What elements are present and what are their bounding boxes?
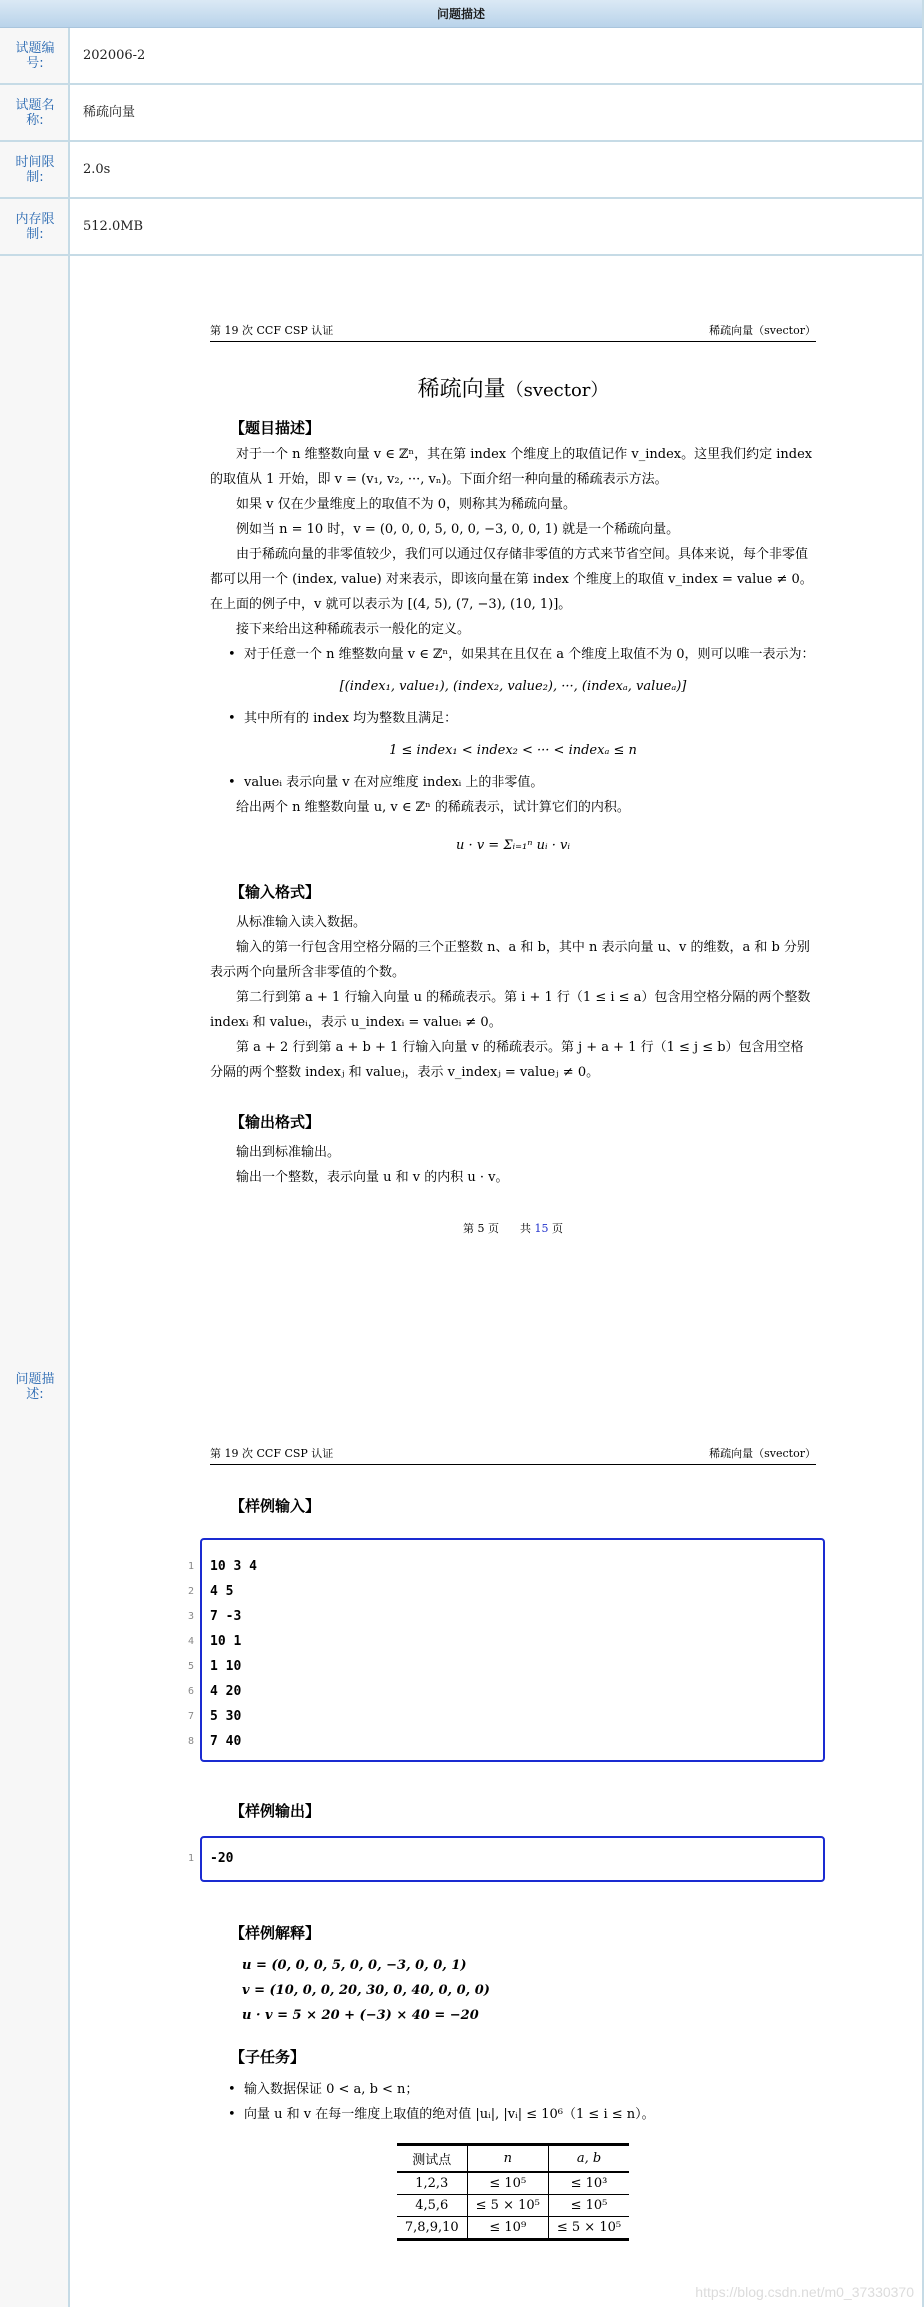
paragraph: 第二行到第 a + 1 行输入向量 u 的稀疏表示。第 i + 1 行（1 ≤ i ≤ a）包含用空格分隔的两个整数 indexᵢ 和 valueᵢ，表示 u_indexᵢ = valueᵢ ≠ 0。 <box>210 990 811 1030</box>
code-line: 4 10 1 <box>187 1634 242 1649</box>
table-row: 4,5,6 ≤ 5 × 10⁵ ≤ 10⁵ <box>397 2195 629 2217</box>
table-header: 测试点 <box>397 2145 467 2173</box>
table-row: 7,8,9,10 ≤ 10⁹ ≤ 5 × 10⁵ <box>397 2217 629 2240</box>
paragraph: 输入的第一行包含用空格分隔的三个正整数 n、a 和 b，其中 n 表示向量 u、v 的维数，a 和 b 分别表示两个向量所含非零值的个数。 <box>210 940 810 980</box>
page-header <box>210 322 816 342</box>
page-header-right: 稀疏向量（svector） <box>709 1447 816 1460</box>
paragraph: 如果 v 仅在少量维度上的取值不为 0，则称其为稀疏向量。 <box>236 497 577 512</box>
code-line: 1 10 3 4 <box>187 1559 257 1574</box>
total-pages-link[interactable]: 15 <box>534 1222 549 1235</box>
info-label: 时间限制: <box>15 154 55 185</box>
bullet-item: • 输入数据保证 0 < a, b < n； <box>210 2077 816 2102</box>
section-header: 问题描述 <box>0 0 922 28</box>
page-header-left: 第 19 次 CCF CSP 认证 <box>210 1447 334 1460</box>
explain-line: u = (0, 0, 0, 5, 0, 0, −3, 0, 0, 1) <box>242 1958 467 1973</box>
info-label: 内存限制: <box>15 211 55 242</box>
table-row: 1,2,3 ≤ 10⁵ ≤ 10³ <box>397 2172 629 2195</box>
code-line: 1 -20 <box>187 1851 234 1866</box>
code-line: 5 1 10 <box>187 1659 242 1674</box>
sample-output-heading-wrap <box>210 1800 816 1821</box>
paragraph: 输出到标准输出。 <box>236 1145 341 1160</box>
paragraph: 由于稀疏向量的非零值较少，我们可以通过仅存储非零值的方式来节省空间。具体来说，每个非零值都可以用一个 (index, value) 对来表示，即该向量在第 index 个维度上的取值 v_index = value ≠ 0。在上面的例子中，v 就可以表示为 [(4, 5), (7, −3), (10, 1)]。 <box>210 547 813 612</box>
equation: 1 ≤ index₁ < index₂ < ··· < indexₐ ≤ n <box>389 743 637 758</box>
section-sample-explain: 【样例解释】 <box>230 1924 321 1942</box>
paragraph: 例如当 n = 10 时，v = (0, 0, 0, 5, 0, 0, −3, 0, 0, 1) 就是一个稀疏向量。 <box>236 522 680 537</box>
code-line: 2 4 5 <box>187 1584 234 1599</box>
bullet-item: • 其中所有的 index 均为整数且满足： <box>210 706 816 731</box>
paragraph: 给出两个 n 维整数向量 u, v ∈ ℤⁿ 的稀疏表示，试计算它们的内积。 <box>236 800 630 815</box>
page-number: 第 5 页 共 15 页 <box>463 1222 563 1235</box>
bullet-item: • valueᵢ 表示向量 v 在对应维度 indexᵢ 上的非零值。 <box>210 770 816 795</box>
explain-line: u · v = 5 × 20 + (−3) × 40 = −20 <box>242 2008 479 2023</box>
info-value: 稀疏向量 <box>83 105 136 120</box>
info-value: 2.0s <box>83 162 111 177</box>
page-header-right: 稀疏向量（svector） <box>709 324 816 337</box>
equation: u · v = Σᵢ₌₁ⁿ uᵢ · vᵢ <box>456 838 570 853</box>
pdf-page-1 <box>210 322 816 1236</box>
bullet-item: • 向量 u 和 v 在每一维度上取值的绝对值 |uᵢ|, |vᵢ| ≤ 10⁶（1 ≤ i ≤ n）。 <box>210 2102 816 2127</box>
paragraph: 接下来给出这种稀疏表示一般化的定义。 <box>236 622 471 637</box>
info-label: 试题名称: <box>15 97 55 128</box>
info-value: 202006-2 <box>83 48 146 63</box>
info-row-time <box>0 142 922 199</box>
equation: [(index₁, value₁), (index₂, value₂), ···, (indexₐ, valueₐ)] <box>339 679 687 694</box>
label-column <box>0 28 70 2307</box>
code-line: 7 5 30 <box>187 1709 242 1724</box>
sample-output-box[interactable] <box>187 1836 825 1882</box>
info-row-memory <box>0 199 922 256</box>
explain-line: v = (10, 0, 0, 20, 30, 0, 40, 0, 0, 0) <box>242 1983 490 1998</box>
info-row-id <box>0 28 922 85</box>
code-line: 6 4 20 <box>187 1684 242 1699</box>
paragraph: 从标准输入读入数据。 <box>236 915 367 930</box>
subtask-table <box>397 2143 629 2241</box>
paragraph: 输出一个整数，表示向量 u 和 v 的内积 u · v。 <box>236 1170 509 1185</box>
code-line: 3 7 -3 <box>187 1609 242 1624</box>
description-label: 问题描述: <box>15 1372 55 1402</box>
paragraph: 对于一个 n 维整数向量 v ∈ ℤⁿ，其在第 index 个维度上的取值记作 v_index。这里我们约定 index 的取值从 1 开始，即 v = (v₁, v₂, ···, vₙ)。下面介绍一种向量的稀疏表示方法。 <box>210 447 813 487</box>
bullet-item: • 对于任意一个 n 维整数向量 v ∈ ℤⁿ，如果其在且仅在 a 个维度上取值不为 0，则可以唯一表示为： <box>210 642 816 667</box>
code-line: 8 7 40 <box>187 1734 242 1749</box>
pdf-page-2 <box>210 1445 816 1516</box>
paragraph: 第 a + 2 行到第 a + b + 1 行输入向量 v 的稀疏表示。第 j + a + 1 行（1 ≤ j ≤ b）包含用空格分隔的两个整数 indexⱼ 和 valueⱼ，表示 v_indexⱼ = valueⱼ ≠ 0。 <box>210 1040 804 1080</box>
table-header: a, b <box>548 2145 629 2173</box>
problem-title: 稀疏向量（svector） <box>417 377 609 402</box>
info-label: 试题编号: <box>15 40 55 71</box>
section-subtask: 【子任务】 <box>230 2048 306 2066</box>
section-output: 【输出格式】 <box>230 1113 321 1131</box>
section-input: 【输入格式】 <box>230 883 321 901</box>
info-row-name <box>0 85 922 142</box>
pdf-page-2-rest <box>210 1922 816 2241</box>
section-description: 【题目描述】 <box>230 419 321 437</box>
watermark: https://blog.csdn.net/m0_37330370 <box>695 2284 914 2300</box>
section-sample-output: 【样例输出】 <box>230 1802 321 1820</box>
section-sample-input: 【样例输入】 <box>230 1497 321 1515</box>
page-header <box>210 1445 816 1465</box>
page-header-left: 第 19 次 CCF CSP 认证 <box>210 324 334 337</box>
table-header: n <box>467 2145 548 2173</box>
info-value: 512.0MB <box>83 219 144 234</box>
sample-input-box[interactable] <box>187 1538 825 1762</box>
